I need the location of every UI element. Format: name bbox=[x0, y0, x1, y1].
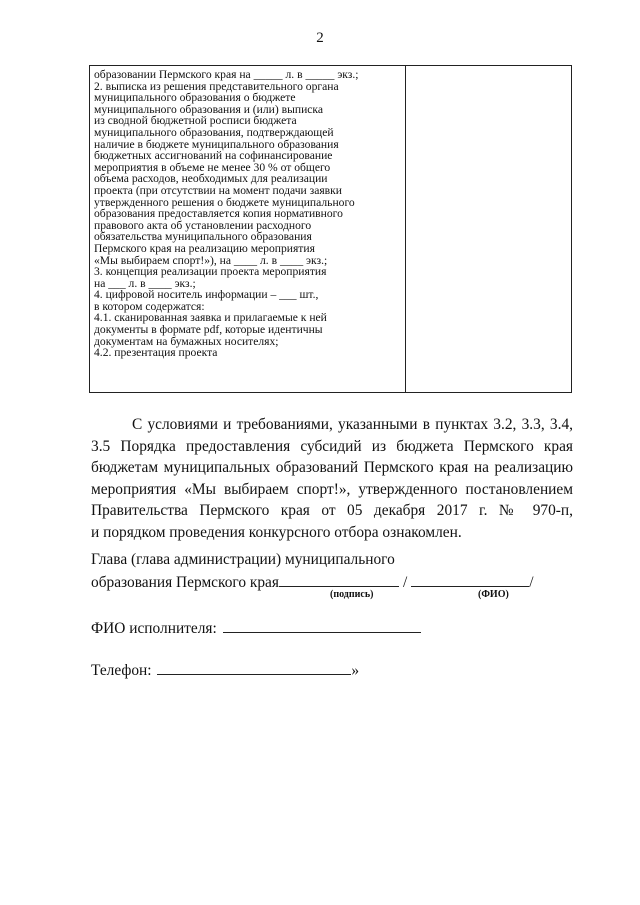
signature-caption: (подпись) bbox=[330, 589, 374, 600]
full-name-field[interactable] bbox=[411, 571, 529, 587]
paragraph-line: Правительства Пермского края от 05 декабря 2017 г. № 970-п, bbox=[91, 502, 573, 520]
signature-field[interactable] bbox=[279, 571, 399, 587]
documents-list-line: 4.1. сканированная заявка и прилагаемые к ней bbox=[94, 311, 327, 325]
page-number: 2 bbox=[316, 30, 324, 46]
paragraph-line: бюджетам муниципальных образований Пермского края на реализацию bbox=[91, 459, 573, 477]
documents-list-line: проекта (при отсутствии на момент подачи заявки bbox=[94, 183, 342, 197]
documents-list-line: 4. цифровой носитель информации – ___ шт., bbox=[94, 288, 319, 302]
documents-list-line: документы в формате pdf, которые идентичны bbox=[94, 323, 323, 337]
documents-list-line: правового акта об установлении расходного bbox=[94, 218, 312, 232]
documents-list-cell bbox=[90, 66, 406, 393]
signature-block bbox=[91, 549, 571, 593]
phone-closing: » bbox=[351, 662, 360, 679]
name-caption: (ФИО) bbox=[478, 589, 509, 600]
signature-closing: / bbox=[529, 573, 534, 591]
documents-list-line: на ___ л. в ____ экз.; bbox=[94, 276, 196, 290]
documents-list-line: 2. выписка из решения представительного органа bbox=[94, 79, 339, 93]
documents-list-line: муниципального образования о бюджете bbox=[94, 91, 296, 105]
signature-title-line1: Глава (глава администрации) муниципального bbox=[91, 551, 395, 568]
documents-list-line: мероприятия в объеме не менее 30 % от общего bbox=[94, 160, 331, 174]
documents-list-line: объема расходов, необходимых для реализации bbox=[94, 172, 328, 186]
documents-list-line: «Мы выбираем спорт!»), на ____ л. в ____ экз.; bbox=[94, 253, 328, 267]
executor-label: ФИО исполнителя: bbox=[91, 620, 217, 637]
documents-list-line: образовании Пермского края на _____ л. в _____ экз.; bbox=[94, 68, 359, 81]
documents-list-line: 4.2. презентация проекта bbox=[94, 346, 218, 360]
documents-list-line: бюджетных ассигнований на софинансирование bbox=[94, 149, 333, 163]
documents-list-line: наличие в бюджете муниципального образования bbox=[94, 137, 339, 151]
documents-list-line: обязательства муниципального образования bbox=[94, 230, 312, 244]
documents-list-line: Пермского края на реализацию мероприятия bbox=[94, 241, 315, 255]
documents-list-line: из сводной бюджетной росписи бюджета bbox=[94, 114, 297, 128]
documents-list-line: утвержденного решения о бюджете муниципального bbox=[94, 195, 355, 209]
signature-title-line2: образования Пермского края bbox=[91, 573, 279, 591]
documents-list-line: в котором содержатся: bbox=[94, 299, 205, 313]
documents-list-line: муниципального образования, подтверждающей bbox=[94, 125, 334, 139]
acknowledgement-paragraph bbox=[91, 414, 573, 544]
executor-row bbox=[91, 617, 421, 640]
paragraph-line: мероприятия «Мы выбираем спорт!», утвержденного постановлением bbox=[91, 480, 573, 498]
documents-list-line: 3. концепция реализации проекта мероприятия bbox=[94, 265, 327, 279]
paragraph-line: С условиями и требованиями, указанными в пунктах 3.2, 3.3, 3.4, bbox=[132, 416, 573, 433]
documents-list-line: документам на бумажных носителях; bbox=[94, 334, 279, 348]
paragraph-line: 3.5 Порядка предоставления субсидий из бюджета Пермского края bbox=[91, 437, 573, 455]
documents-list-line: образования предоставляется копия нормативного bbox=[94, 207, 343, 221]
documents-table bbox=[89, 65, 572, 393]
executor-name-field[interactable] bbox=[223, 617, 421, 633]
documents-list bbox=[90, 66, 405, 359]
phone-field[interactable] bbox=[157, 659, 351, 675]
signature-separator: / bbox=[402, 573, 408, 591]
paragraph-line: и порядком проведения конкурсного отбора ознакомлен. bbox=[91, 523, 462, 541]
empty-cell bbox=[406, 66, 572, 393]
documents-list-line: муниципального образования и (или) выписка bbox=[94, 102, 324, 116]
phone-label: Телефон: bbox=[91, 662, 152, 679]
phone-row bbox=[91, 659, 359, 682]
